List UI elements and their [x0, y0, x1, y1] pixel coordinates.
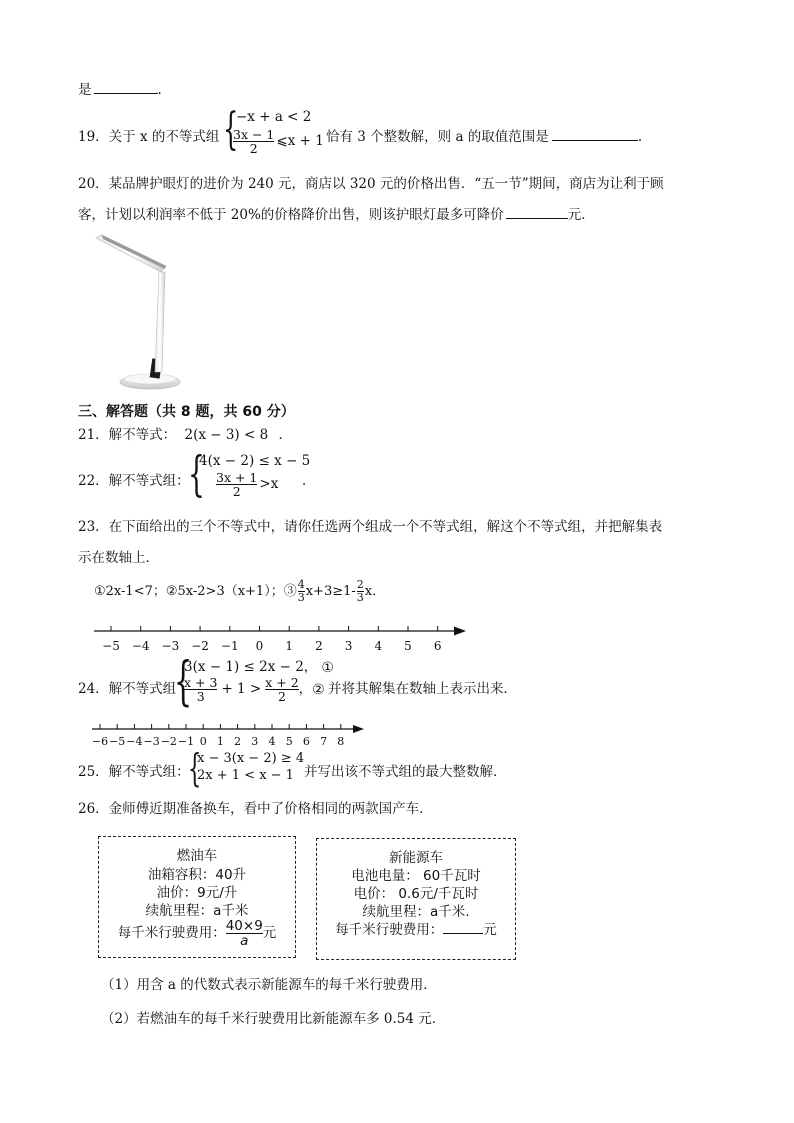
axis-tick-label: −4 [131, 639, 150, 653]
q20-line2: 客，计划以利润率不低于 20%的价格降价出售，则该护眼灯最多可降价 元． [78, 207, 595, 223]
card-title: 燃油车 [176, 848, 218, 864]
axis-tick-label: −6 [91, 735, 109, 748]
axis-tick-label: −1 [177, 735, 195, 748]
number-line-1 [92, 622, 472, 656]
axis-tick-label: −5 [109, 735, 126, 748]
tank-capacity: 油箱容积：40升 [147, 867, 247, 883]
axis-tick-label: 2 [234, 735, 242, 748]
q22-row1: 4(x − 2) ≤ x − 5 [199, 453, 311, 469]
question-21: 21．解不等式： 2(x − 3) < 8 ． [78, 427, 292, 443]
axis-ticks [92, 724, 344, 748]
axis-tick-label: 8 [337, 735, 345, 748]
axis-arrow [353, 725, 364, 733]
desk-lamp-image [88, 232, 188, 392]
range: 续航里程：a千米. [362, 904, 470, 920]
axis-tick-label: 5 [285, 735, 293, 748]
range: 续航里程：a千米 [145, 903, 249, 919]
brace: { [174, 652, 193, 712]
axis-tick-label: 3 [344, 639, 353, 653]
card-title: 新能源车 [389, 850, 443, 866]
number-line-2 [90, 720, 370, 750]
axis-tick-label: −3 [161, 639, 180, 653]
axis-tick-label: 1 [285, 639, 294, 653]
q22-lead: 22．解不等式组： [78, 473, 190, 489]
fraction: $\frac{x + 3}{3}$ [184, 675, 218, 705]
q23-line2: 示在数轴上． [78, 550, 159, 566]
q25-tail: 并写出该不等式组的最大整数解． [304, 764, 507, 780]
cost-per-km: 每千米行驶费用： $\frac{40\times 9}{a}$ 元 [117, 918, 277, 950]
fraction: $\frac{2}{3}$ [356, 578, 364, 604]
ev-card [316, 838, 516, 960]
brace: { [188, 446, 205, 502]
q24-row2: $\frac{x + 3}{3}$ + 1 > $\frac{x + 2}{2}$ ， ② [184, 675, 325, 705]
electricity-price: 电价： 0.6元/千瓦时 [353, 886, 479, 902]
q19-row2: $\frac{3x - 1}{2}$ ⩽x + 1 [233, 127, 324, 157]
answer-blank[interactable] [94, 92, 158, 94]
axis-tick-label: 3 [251, 735, 259, 748]
q19-row1: −x + a < 2 [236, 109, 312, 125]
q22-row2: $\frac{3x + 1}{2}$ >x [216, 470, 279, 500]
q26-part2: （2）若燃油车的每千米行驶费用比新能源车多 0.54 元． [101, 1011, 446, 1027]
q22-end: ． [302, 473, 316, 489]
q24-tail: 并将其解集在数轴上表示出来． [328, 681, 517, 697]
answer-blank[interactable] [443, 932, 483, 934]
axis-tick-label: −4 [126, 735, 143, 748]
brace: { [223, 104, 239, 155]
fuel-price: 油价：9元/升 [156, 885, 238, 901]
axis-tick-label: −1 [220, 639, 239, 653]
q25-lead: 25．解不等式组： [78, 764, 190, 780]
axis-tick-label: 0 [255, 639, 264, 653]
q24-lead: 24．解不等式组 [78, 681, 177, 697]
fraction: $\frac{40\times 9}{a}$ [225, 918, 263, 950]
axis-tick-label: 1 [216, 735, 224, 748]
axis-tick-label: −2 [160, 735, 177, 748]
q19-lead: 19．关于 x 的不等式组 [78, 129, 220, 145]
q23-line1: 23．在下面给出的三个不等式中，请你任选两个组成一个不等式组，解这个不等式组，并把解集表 [78, 519, 663, 535]
axis-tick-label: −5 [102, 639, 120, 653]
axis-tick-label: 7 [320, 735, 328, 748]
axis-tick-label: 0 [199, 735, 207, 748]
q26-part1: （1）用含 a 的代数式表示新能源车的每千米行驶费用． [101, 977, 437, 993]
battery-capacity: 电池电量： 60千瓦时 [351, 868, 481, 884]
axis-tick-label: 5 [404, 639, 412, 653]
axis-tick-label: −2 [191, 639, 209, 653]
fuel-car-card [98, 836, 296, 958]
question-26: 26．金师傅近期准备换车，看中了价格相同的两款国产车． [78, 801, 433, 817]
fraction: $\frac{3x - 1}{2}$ [233, 127, 275, 157]
q18-tail: 是 . [78, 82, 162, 98]
section-heading: 三、解答题（共 8 题，共 60 分） [78, 404, 295, 420]
q24-row1: 3(x − 1) ≤ 2x − 2， ① [184, 659, 334, 676]
axis-ticks [102, 626, 441, 653]
axis-tick-label: 6 [302, 735, 310, 748]
fraction: $\frac{x + 2}{2}$ [265, 675, 299, 705]
axis-tick-label: 6 [433, 639, 442, 653]
axis-tick-label: 2 [315, 639, 323, 653]
axis-arrow [454, 627, 466, 636]
fraction: $\frac{3x + 1}{2}$ [216, 470, 258, 500]
cost-per-km: 每千米行驶费用： 元 [335, 922, 497, 938]
answer-blank[interactable] [552, 139, 638, 141]
q25-row2: 2x + 1 < x − 1 [197, 768, 294, 783]
fraction: $\frac{4}{3}$ [297, 578, 305, 604]
q25-row1: x − 3(x − 2) ≥ 4 [197, 751, 305, 766]
brace: { [188, 746, 202, 790]
axis-tick-label: 4 [374, 639, 383, 653]
q20-line1: 20．某品牌护眼灯的进价为 240 元，商店以 320 元的价格出售．“五一节”期间，商店为让利于顾 [78, 176, 664, 192]
answer-blank[interactable] [506, 217, 568, 219]
q19-tail: 恰有 3 个整数解，则 a 的取值范围是 . [326, 129, 643, 145]
axis-tick-label: −3 [143, 735, 160, 748]
q23-inequalities: ①2x-1<7；②5x-2>3（x+1）；③ $\frac{4}{3}$ x+3≥1- $\frac{2}{3}$ x． [94, 578, 386, 604]
axis-tick-label: 4 [268, 735, 276, 748]
